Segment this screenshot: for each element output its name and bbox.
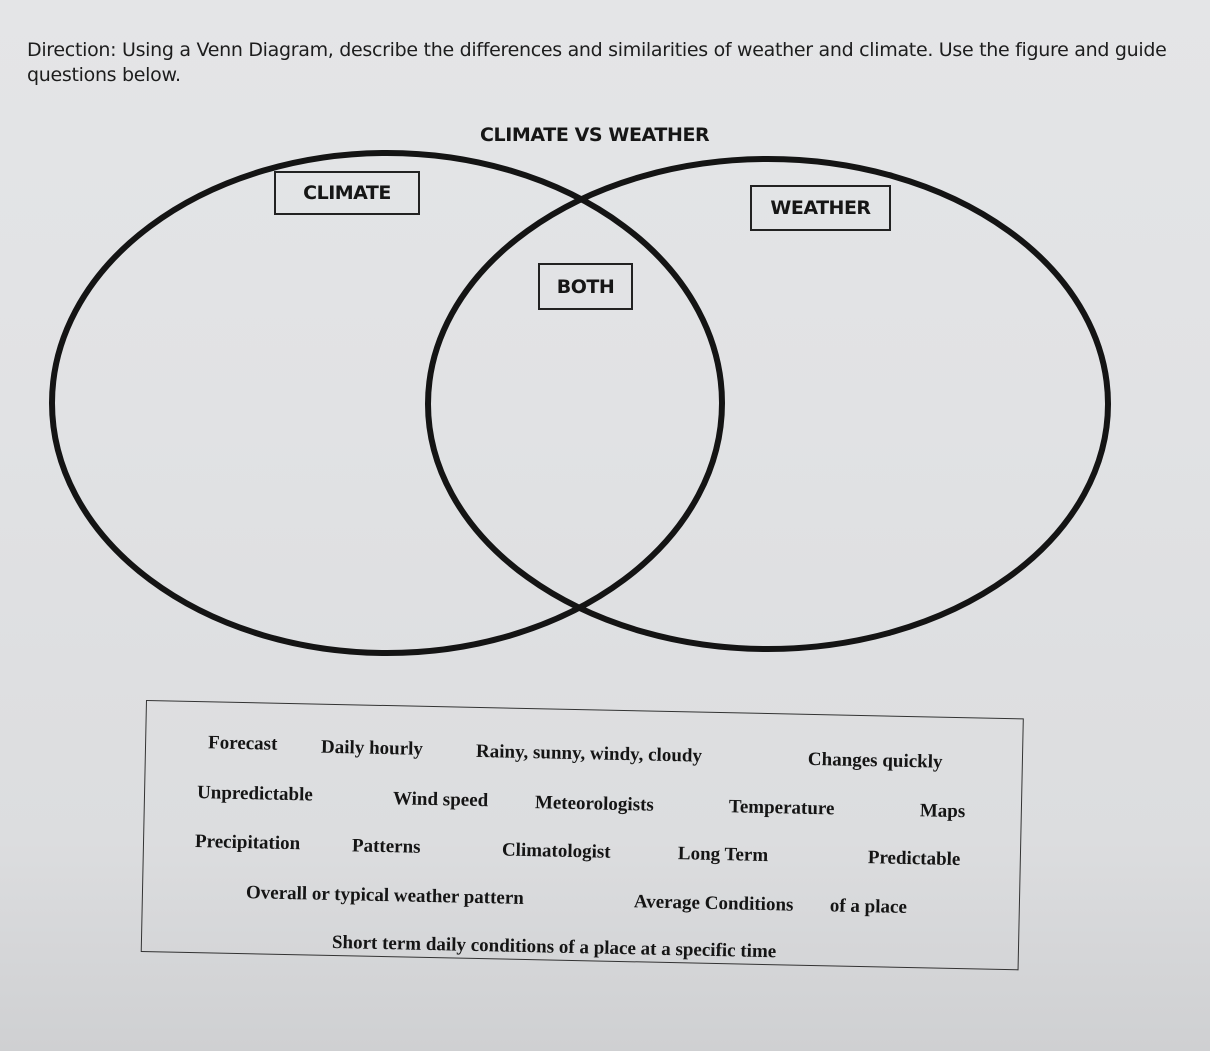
word-item: Unpredictable <box>196 782 314 806</box>
word-item: Temperature <box>728 796 835 820</box>
word-item: Predictable <box>867 847 961 871</box>
word-item: Maps <box>919 800 966 823</box>
word-item: Overall or typical weather pattern <box>245 882 525 909</box>
word-item: Patterns <box>351 835 421 858</box>
word-item: Daily hourly <box>320 736 424 760</box>
word-item: Long Term <box>677 843 769 867</box>
word-item: Wind speed <box>392 788 489 812</box>
diagram-title: CLIMATE VS WEATHER <box>480 124 710 146</box>
climate-circle <box>52 153 722 653</box>
word-bank <box>141 700 1024 970</box>
word-item: Meteorologists <box>534 792 655 816</box>
both-label: BOTH <box>538 263 633 310</box>
word-item: Short term daily conditions of a place at a specific time <box>331 931 777 963</box>
word-item: Forecast <box>207 732 278 755</box>
weather-label: WEATHER <box>750 185 891 231</box>
word-item: Precipitation <box>194 831 301 855</box>
weather-circle <box>428 159 1108 649</box>
word-item: Climatologist <box>501 839 611 863</box>
word-item: of a place <box>829 895 908 918</box>
climate-label: CLIMATE <box>274 171 420 215</box>
word-item: Changes quickly <box>807 748 943 773</box>
word-item: Rainy, sunny, windy, cloudy <box>475 740 703 767</box>
direction-text: Direction: Using a Venn Diagram, describe the differences and similarities of weather and climate. Use the figure and guide questions below. <box>27 39 1167 86</box>
word-item: Average Conditions <box>633 891 794 916</box>
